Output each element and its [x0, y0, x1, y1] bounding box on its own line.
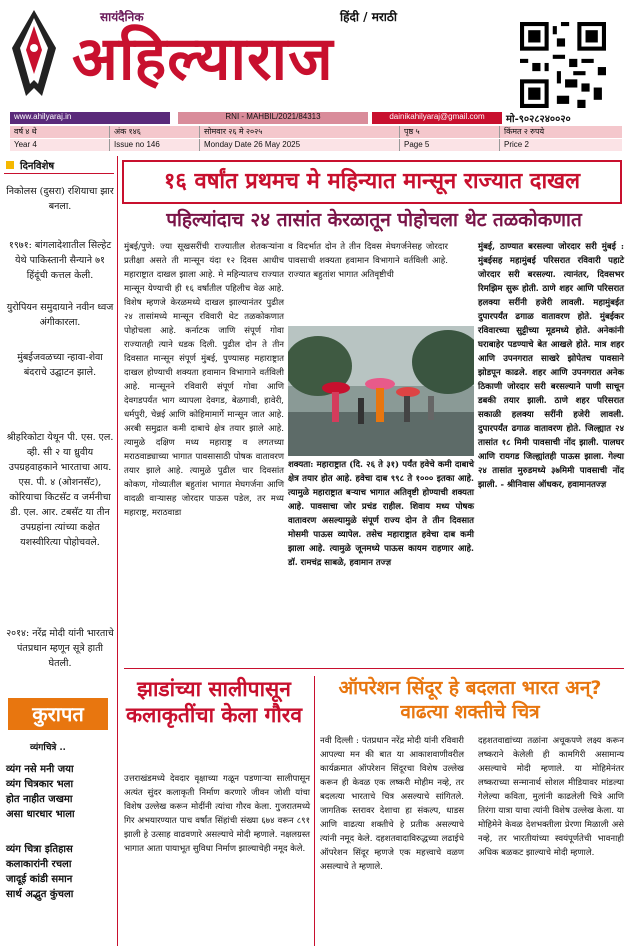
story3-headline[interactable]: ऑपरेशन सिंदूर हे बदलता भारत अन्? वाढत्या शक्तीचे चित्र: [338, 677, 602, 723]
newspaper-title: अहिल्याराज: [72, 24, 334, 94]
lead-story-column-2-bottom: शक्यता: महाराष्ट्रात (दि. २६ ते ३१) पर्यंत हवेचे कमी दाबाचे क्षेत्र तयार होत आहे. हवेचा दाब ९९८ ते १००० इतका आहे. त्यामुळे महाराष्ट्रात बऱ्याच भागात अतिवृष्टी होण्याची शक्यता आहे. पावसाचा जोर प्रचंड राहील. शिवाय मध्य पोषक वातावरण असल्यामुळे संपूर्ण राज्य दोन ते तीन दिवसात मोसमी पाऊस व्यापेल. तसेच महाराष्ट्रात हवेचा दाब कमी झाला आहे. त्यामुळे जूनमध्ये पाऊस कायम राहणार आहे. डॉ. रामचंद्र साबळे, हवामान तज्ज्ञ: [288, 460, 474, 568]
dinvishesh-item: युरोपियन समुदायाने नवीन ध्वज अंगीकारला.: [6, 302, 114, 328]
tagline: सायंदैनिक: [100, 10, 144, 24]
info-year: Year 4: [10, 139, 110, 151]
kurapat-banner: कुरापत: [8, 698, 108, 730]
dinvishesh-item: २०१४: नरेंद्र मोदी यांनी भारताचे पंतप्रधान म्हणून सूत्रे हाती घेतली.: [6, 628, 114, 669]
masthead: [0, 0, 633, 149]
website-link[interactable]: www.ahilyaraj.in: [10, 112, 170, 124]
info-row-english: [10, 139, 622, 151]
sidebar-divider: [117, 156, 118, 946]
kurapat-poem-1: व्यंग नसे मनी जया व्यंग चित्रकार भला होत नाहीत जखमा असा धारधार भाला: [6, 764, 75, 820]
email-link[interactable]: dainikahilyaraj@gmail.com: [372, 112, 502, 124]
info-price: किंमत २ रुपये: [504, 127, 545, 136]
lead-story-column-3: मुंबई, ठाण्यात बरसल्या जोरदार सरी मुंबई : मुंबईसह महामुंबई परिसरात रविवारी पहाटे जोरदार सरी बरसल्या. त्यानंतर, दिवसभर रिमझिम सुरू होती. ठाणे शहर आणि परिसरात हलक्या सरींनी हजेरी लावली. महामुंबईत दुपारपर्यंत ढगाळ वातावरण होते. मुंबईकर रविवारच्या सुट्टीच्या मूडमध्ये होते. अनेकांनी घराबाहेर पडण्याचे बेत आखले होते. मात्र शहर आणि उपनगरात साखरे झोपेतच पावसाने झोडपून काढले. शहर आणि उपनगरात अनेक ठिकाणी जोरदार सरी बरसल्याने पाणी साचून डबकी तयार झाली. ठाणे शहर परिसरात सकाळी हलक्या सरींनी हजेरी लावली. दुपारपर्यंत ढगाळ वातावरण होते. जिल्ह्यात २४ तासांत १८ मिमी पावसाची नोंद झाली. पालघर आणि रायगड जिल्ह्यांतही पाऊस झाला. गेल्या २४ तासांत मुरुडमध्ये ३७मिमी पावसाची नोंद झाली. - श्रीनिवास ऑधकर, हवामानतज्ज्ञ: [478, 242, 624, 490]
mobile-number: मो-९०२८२४००२०: [506, 114, 571, 125]
story2-headline[interactable]: झाडांच्या सालीपासून कलाकृतींचा केला गौरव: [125, 677, 303, 727]
dinvishesh-item: श्रीहरिकोटा येथून पी. एस. एल. व्ही. सी २ या ध्रुवीय उपग्रहवाहकाने भारताचा आय. एस. पी. ४ (ओशनसॅट), कोरियाचा किटसॅट व जर्मनीचा डी. एल. आर. टबसॅट या तीन उपग्रहांना त्यांच्या कक्षेत यशस्वीरित्या पोहोचवले.: [6, 432, 114, 548]
kurapat-subtitle: व्यंगचित्रे ..: [30, 743, 66, 753]
dinvishesh-item: १९७१: बांगलादेशातील सिल्हेट येथे पाकिस्तानी सैन्याने ७१ हिंदूंची कत्तल केली.: [8, 240, 112, 281]
info-issue: अंक १४६: [110, 126, 200, 138]
lead-headline[interactable]: १६ वर्षांत प्रथमच मे महिन्यात मान्सून राज्यात दाखल: [122, 160, 622, 204]
column-divider: [314, 676, 315, 946]
rni-number: RNI - MAHBIL/2021/84313: [178, 112, 368, 124]
section-divider: [124, 668, 624, 669]
info-date: सोमवार २६ मे २०२५: [200, 126, 400, 138]
info-page: पृष्ठ ५: [400, 126, 500, 138]
square-bullet-icon: [6, 161, 14, 169]
languages-label: हिंदी / मराठी: [340, 10, 397, 24]
info-price: Price 2: [504, 140, 529, 149]
rain-photo: [288, 326, 474, 456]
info-page: Page 5: [400, 139, 500, 151]
info-issue: Issue no 146: [110, 139, 200, 151]
lead-subheadline: पहिल्यांदाच २४ तासांत केरळातून पोहोचला थेट तळकोकणात: [166, 209, 582, 231]
info-date: Monday Date 26 May 2025: [200, 139, 400, 151]
story2-body: उत्तराखंडमध्ये देवदार वृक्षाच्या गळून पडणाऱ्या सालीपासून अत्यंत सुंदर कलाकृती निर्माण करणारे जीवन जोशी यांचा विशेष उल्लेख करून मोदींनी त्यांचा गौरव केला. गुजरातमध्ये गिर अभयारण्यात पाच वर्षांत सिंहांची संख्या ६७४ वरून ८९१ झाली हे उत्साह वाढवणारे असल्याचे मोदी म्हणाले. नक्षलग्रस्त भागात आता पायाभूत सुविधा निर्माण झाल्याचेही नमूद केले.: [124, 774, 310, 854]
qr-code-icon: [520, 22, 606, 108]
lead-story-column-1: मुंबई/पुणे: ज्या सूखसरींची राज्यातील शेतकऱ्यांना प्रतीक्षा असते ती मान्सून यंदा १२ दिवस आधीच महाराष्ट्रात दाखल झाला आहे. मे महिन्यातच राज्यात मान्सून येण्याची ही १६ वर्षांतील पहिलीच वेळ आहे. विशेष म्हणजे केरळमध्ये दाखल झाल्यानंतर पुढील २४ तासांमध्ये मान्सून रविवारी थेट तळकोकणात पोहोचला आहे. कर्नाटक जाणि संपूर्ण गोवा राज्यातही त्याने धडक दिली. पुढील दोन ते तीन दिवसात मान्सून संपूर्ण मुंबई, पुण्यासह महाराष्ट्रात दाखल होण्याची शक्यता हवामान विभागाने वर्तविली आहे. मान्सूनने रविवारी संपूर्ण गोवा आणि देवगडपर्यंत भाग व्यापला देवगड, बेळगावी, हावेरी, धर्मपुरी, चेन्नई आणि कोहिमामार्गे मान्सून जात आहे. अरबी समुद्रात कमी दाबाचे क्षेत्र तयार झाले आहे. त्यामुळे दक्षिण मध्य महाराष्ट्र व लगतच्या मराठवाड्याच्या भागात पावसासाठी पोषक वातावरण तयार झाले आहे. त्यामुळे पुढील चार दिवसांत कोकण, गोव्यातील बहुतांश भागात मेघगर्जना आणि वादळी वाऱ्यासह जोरदार पाऊस पडेल, तर मध्य महाराष्ट्र, मराठवाडा: [124, 242, 284, 518]
dinvishesh-header: दिनविशेष: [4, 158, 114, 174]
kurapat-poem-2: व्यंग चित्रा इतिहास कलाकारांनी रचला जादूई कांडी समान सार्थ अद्भुत कुंचला: [6, 844, 74, 900]
lead-story-column-2-top: व विदर्भात दोन ते तीन दिवस मेघगर्जनेसह जोरदार पावसाची शक्यता हवामान विभागाने वर्तविली आहे. राज्यात बहुतांश भागात अतिवृष्टीची: [288, 242, 448, 280]
dinvishesh-item: निकोलस (दुसरा) रशियाचा झार बनला.: [6, 186, 114, 212]
pen-nib-logo-icon: [8, 8, 60, 100]
story3-column-1: नवी दिल्ली : पंतप्रधान नरेंद्र मोदी यांनी रविवारी आपल्या मन की बात या आकाशवाणीवरील कार्यक्रमात ऑपरेशन सिंदूरचा विशेष उल्लेख करून ही केवळ एक लष्करी मोहीम नव्हे, तर बदलत्या भारताचे चित्र असल्याचे सांगितले. जागतिक स्तरावर देशाचा हा संकल्प, धाडस आणि वाढत्या शक्तीचे हे प्रतीक असल्याचे त्यांनी नमूद केले. दहशतवादाविरुद्धच्या लढाईचे ऑपरेशन सिंदूर म्हणजे एक महत्त्वाचे वळण असल्याचे ते म्हणाले.: [320, 736, 464, 872]
dinvishesh-item: मुंबईजवळच्या न्हावा-शेवा बंदराचे उद्घाटन झाले.: [17, 352, 103, 378]
story3-column-2: दहशतवाद्यांच्या तळांना अचूकपणे लक्ष्य करून लष्कराने केलेली ही कामगिरी असामान्य असल्याचे मोदी म्हणाले. या मोहिमेनंतर लष्कराच्या सन्मानार्थ सोशल मीडियावर मांडल्या गेलेल्या कविता, मुलांनी काढलेली चित्रे आणि तिरंगा यात्रा याचा त्यांनी विशेष उल्लेख केला. या मोहिमेने केवळ देशभक्तीला प्रेरणा मिळाली असे नव्हे, तर भारतीयांच्या स्वयंपूर्णतेची भावनाही अधिक बळकट झाल्याचे मोदी म्हणाले.: [478, 736, 624, 858]
info-year: वर्ष ४ थे: [10, 126, 110, 138]
info-row-marathi: [10, 126, 622, 138]
